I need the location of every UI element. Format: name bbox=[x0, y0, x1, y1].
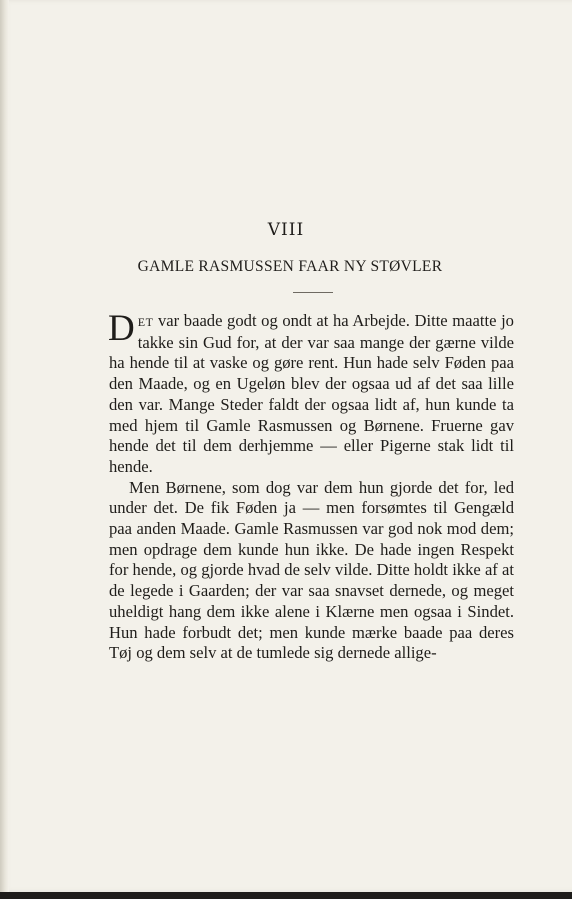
title-divider bbox=[293, 292, 333, 293]
paragraph-2: Men Børnene, som dog var dem hun gjorde det for, led under det. De fik Føden ja — men forsømtes til Gengæld paa anden Maade. Gamle Rasmussen var god nok mod dem; men opdrage dem kunde hun ikke. De hade ingen Respekt for hende, og gjorde hvad de selv vilde. Ditte holdt ikke af at de legede i Gaarden; der var saa snavset dernede, og meget uheldigt hang dem ikke alene i Klærne men ogsaa i Sindet. Hun hade forbudt det; men kunde mærke baade paa deres Tøj og dem selv at de tumlede sig dernede allige- bbox=[109, 477, 514, 663]
first-word-rest: ET bbox=[137, 315, 154, 329]
scan-bottom-edge bbox=[0, 892, 572, 899]
chapter-title: GAMLE RASMUSSEN FAAR NY STØVLER bbox=[137, 258, 443, 275]
page-spine-shadow bbox=[0, 0, 9, 892]
chapter-number: VIII bbox=[267, 220, 305, 240]
paragraph-1 bbox=[108, 308, 514, 478]
chapter-body bbox=[108, 308, 514, 664]
drop-cap: D bbox=[108, 308, 135, 349]
paragraph-1-text: var baade godt og ondt at ha Arbejde. Ditte maatte jo takke sin Gud for, at der var saa mange der gærne vilde ha hende til at vaske og gøre rent. Hun hade selv Føden paa den Maade, og en Ugeløn blev der ogsaa ud af det saa lille den var. Mange Steder faldt der ogsaa lidt af, hun kunde ta med hjem til Gamle Rasmussen og Børnene. Fruerne gav hende det til dem derhjemme — eller Pigerne stak lidt til hende. bbox=[109, 311, 514, 476]
